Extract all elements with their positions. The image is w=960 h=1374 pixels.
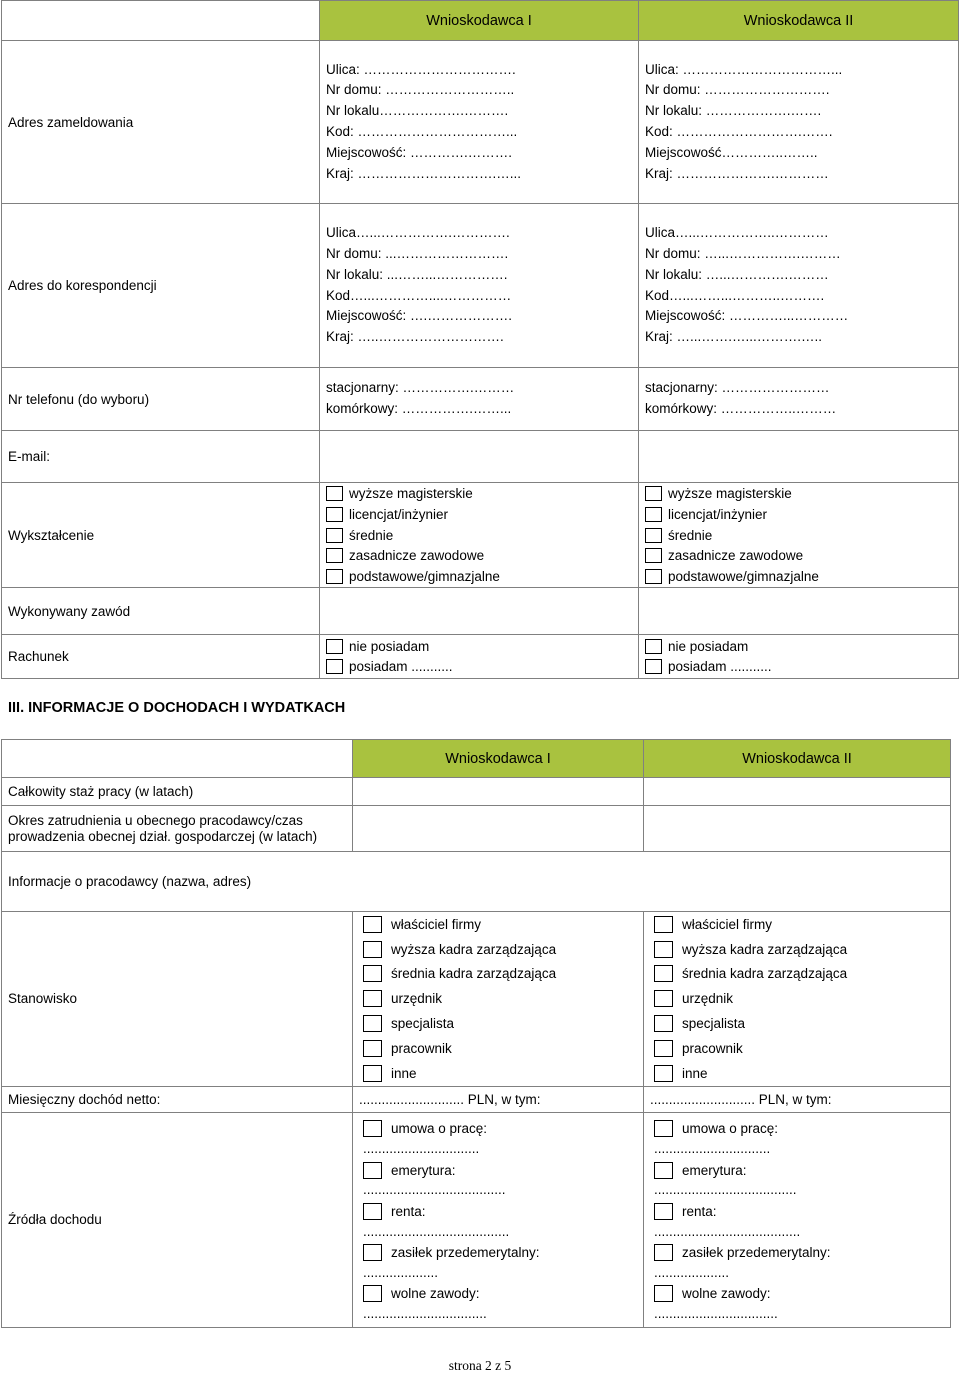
label-current-employment-period: Okres zatrudnienia u obecnego pracodawcy/czas prowadzenia obecnej dział. gospodarczej (w latach) bbox=[2, 806, 353, 852]
label-employer-info[interactable]: Informacje o pracodawcy (nazwa, adres) bbox=[2, 852, 951, 912]
header-applicant-2: Wnioskodawca II bbox=[644, 740, 951, 778]
option-label: zasiłek przedemerytalny: bbox=[682, 1245, 831, 1261]
label-correspondence-address: Adres do korespondencji bbox=[2, 204, 320, 368]
label-income-sources: Źródła dochodu bbox=[2, 1112, 353, 1327]
option-label: średnia kadra zarządzająca bbox=[391, 966, 557, 982]
checkbox[interactable] bbox=[645, 486, 662, 501]
income-sources-applicant-1 bbox=[353, 1112, 644, 1327]
option-label: nie posiadam bbox=[349, 638, 430, 654]
label-phone: Nr telefonu (do wyboru) bbox=[2, 368, 320, 431]
checkbox[interactable] bbox=[326, 639, 343, 654]
checkbox[interactable] bbox=[645, 659, 662, 674]
checkbox[interactable] bbox=[654, 1162, 673, 1179]
option-label: renta: bbox=[682, 1203, 717, 1219]
option-label: specjalista bbox=[682, 1016, 746, 1032]
position-applicant-2 bbox=[644, 912, 951, 1087]
city-line: Miejscowość…………..…….. bbox=[645, 144, 818, 160]
current-employment-period-applicant-2[interactable] bbox=[644, 806, 951, 852]
education-option[interactable] bbox=[326, 483, 632, 504]
option-label: wolne zawody: bbox=[391, 1286, 480, 1302]
label-education: Wykształcenie bbox=[2, 483, 320, 588]
mobile-line: komórkowy: …………….……... bbox=[326, 401, 512, 416]
checkbox[interactable] bbox=[654, 1244, 673, 1261]
option-label: właściciel firmy bbox=[391, 916, 482, 932]
postal-code-line: Kod…...……...………..………. bbox=[645, 287, 825, 303]
position-option[interactable] bbox=[654, 962, 944, 987]
option-label: pracownik bbox=[682, 1040, 743, 1056]
registered-address-applicant-1[interactable] bbox=[320, 41, 639, 204]
option-label: wyższe magisterskie bbox=[668, 486, 792, 502]
label-registered-address: Adres zameldowania bbox=[2, 41, 320, 204]
education-option[interactable] bbox=[326, 545, 632, 566]
header-blank-cell bbox=[2, 1, 320, 41]
checkbox[interactable] bbox=[363, 1162, 382, 1179]
education-option[interactable] bbox=[326, 566, 632, 587]
apartment-number-line: Nr lokalu: …...………….……… bbox=[645, 266, 829, 282]
checkbox[interactable] bbox=[326, 569, 343, 584]
option-label: emerytura: bbox=[682, 1162, 747, 1178]
house-number-line: Nr domu: ...……………………. bbox=[326, 245, 509, 261]
option-label: inne bbox=[391, 1065, 417, 1081]
option-label: pracownik bbox=[391, 1040, 452, 1056]
option-label: posiadam ........... bbox=[668, 659, 772, 675]
income-amount-line[interactable]: ................................. bbox=[654, 1306, 778, 1322]
checkbox[interactable] bbox=[363, 916, 382, 933]
house-number-line: Nr domu: …...…………….……… bbox=[645, 245, 841, 261]
label-position: Stanowisko bbox=[2, 912, 353, 1087]
option-label: zasadnicze zawodowe bbox=[349, 548, 485, 564]
email-applicant-1[interactable] bbox=[320, 431, 639, 483]
landline-line: stacjonarny: …………………… bbox=[645, 380, 830, 396]
education-option[interactable] bbox=[645, 545, 952, 566]
checkbox[interactable] bbox=[363, 990, 382, 1007]
education-option[interactable] bbox=[645, 566, 952, 587]
option-label: podstawowe/gimnazjalne bbox=[668, 568, 819, 584]
checkbox[interactable] bbox=[654, 990, 673, 1007]
net-monthly-income-applicant-2[interactable]: ............................ PLN, w tym: bbox=[644, 1086, 951, 1112]
mobile-line: komórkowy: ……………..……… bbox=[645, 401, 837, 416]
position-option[interactable] bbox=[654, 912, 944, 937]
income-source-option[interactable] bbox=[363, 1282, 637, 1307]
registered-address-applicant-2[interactable] bbox=[639, 41, 959, 204]
phone-applicant-1[interactable] bbox=[320, 368, 639, 431]
checkbox[interactable] bbox=[654, 1120, 673, 1137]
checkbox[interactable] bbox=[654, 1285, 673, 1302]
option-label: wyższa kadra zarządzająca bbox=[682, 941, 848, 957]
income-source-option[interactable] bbox=[654, 1116, 944, 1141]
checkbox[interactable] bbox=[326, 528, 343, 543]
page-number: strona 2 z 5 bbox=[448, 1358, 512, 1373]
option-label: wyższa kadra zarządzająca bbox=[391, 941, 557, 957]
checkbox[interactable] bbox=[363, 1285, 382, 1302]
email-applicant-2[interactable] bbox=[639, 431, 959, 483]
option-label: emerytura: bbox=[391, 1162, 456, 1178]
income-amount-line[interactable]: ...................................... bbox=[363, 1182, 506, 1198]
position-option[interactable] bbox=[363, 962, 637, 987]
position-option[interactable] bbox=[654, 1011, 944, 1036]
bank-account-applicant-2 bbox=[639, 635, 959, 679]
income-amount-line[interactable]: ...................................... bbox=[654, 1182, 797, 1198]
position-option[interactable] bbox=[363, 937, 637, 962]
account-option[interactable] bbox=[645, 657, 952, 678]
income-amount-line[interactable]: .................... bbox=[654, 1265, 730, 1281]
income-source-option[interactable] bbox=[363, 1116, 637, 1141]
education-option[interactable] bbox=[645, 504, 952, 525]
label-net-monthly-income: Miesięczny dochód netto: bbox=[2, 1086, 353, 1112]
income-amount-line[interactable]: ....................................... bbox=[654, 1223, 801, 1239]
option-label: nie posiadam bbox=[668, 638, 749, 654]
income-amount-line[interactable]: ............................... bbox=[654, 1141, 771, 1157]
option-label: urzędnik bbox=[682, 991, 734, 1007]
checkbox[interactable] bbox=[654, 1040, 673, 1057]
income-table bbox=[1, 739, 951, 1328]
header-blank-cell bbox=[2, 740, 353, 778]
checkbox[interactable] bbox=[645, 528, 662, 543]
correspondence-address-applicant-2[interactable] bbox=[639, 204, 959, 368]
education-option[interactable] bbox=[326, 504, 632, 525]
label-occupation: Wykonywany zawód bbox=[2, 588, 320, 635]
checkbox[interactable] bbox=[645, 569, 662, 584]
street-line: Ulica: ……………………………... bbox=[645, 61, 843, 77]
option-label: inne bbox=[682, 1065, 708, 1081]
city-line: Miejscowość: …………...………… bbox=[645, 308, 849, 324]
header-applicant-1: Wnioskodawca I bbox=[320, 1, 639, 41]
option-label: umowa o pracę: bbox=[391, 1121, 488, 1137]
account-option[interactable] bbox=[326, 636, 632, 657]
position-option[interactable] bbox=[654, 937, 944, 962]
checkbox[interactable] bbox=[654, 1015, 673, 1032]
correspondence-address-applicant-1[interactable] bbox=[320, 204, 639, 368]
total-work-experience-applicant-2[interactable] bbox=[644, 778, 951, 806]
checkbox[interactable] bbox=[654, 916, 673, 933]
checkbox[interactable] bbox=[654, 1203, 673, 1220]
landline-line: stacjonarny: …………….……… bbox=[326, 380, 515, 396]
label-total-work-experience: Całkowity staż pracy (w latach) bbox=[2, 778, 353, 806]
checkbox[interactable] bbox=[654, 941, 673, 958]
apartment-number-line: Nr lokalu……………….………. bbox=[326, 103, 509, 119]
postal-code-line: Kod…...…………....…………… bbox=[326, 287, 512, 303]
checkbox[interactable] bbox=[326, 548, 343, 563]
option-label: licencjat/inżynier bbox=[668, 506, 768, 522]
checkbox[interactable] bbox=[363, 1120, 382, 1137]
option-label: zasadnicze zawodowe bbox=[668, 548, 804, 564]
income-amount-line[interactable]: ............................... bbox=[363, 1141, 480, 1157]
option-label: zasiłek przedemerytalny: bbox=[391, 1245, 540, 1261]
checkbox[interactable] bbox=[363, 1244, 382, 1261]
checkbox[interactable] bbox=[654, 1065, 673, 1082]
position-option[interactable] bbox=[654, 1036, 944, 1061]
header-applicant-2: Wnioskodawca II bbox=[639, 1, 959, 41]
option-label: właściciel firmy bbox=[682, 916, 773, 932]
income-source-option[interactable] bbox=[654, 1158, 944, 1183]
street-line: Ulica…...……………..………… bbox=[645, 225, 829, 241]
option-label: posiadam ........... bbox=[349, 659, 453, 675]
income-source-option[interactable] bbox=[363, 1240, 637, 1265]
checkbox[interactable] bbox=[363, 1203, 382, 1220]
total-work-experience-applicant-1[interactable] bbox=[353, 778, 644, 806]
education-option[interactable] bbox=[645, 483, 952, 504]
education-option[interactable] bbox=[645, 525, 952, 546]
checkbox[interactable] bbox=[363, 1015, 382, 1032]
country-line: Kraj: ………………………….…... bbox=[326, 165, 522, 181]
street-line: Ulica…...…………….…………. bbox=[326, 225, 510, 241]
account-option[interactable] bbox=[645, 636, 952, 657]
income-source-option[interactable] bbox=[654, 1199, 944, 1224]
postal-code-line: Kod: ……………………….……. bbox=[645, 124, 833, 139]
apartment-number-line: Nr lokalu: ……………….……. bbox=[645, 103, 822, 119]
country-line: Kraj: ………………….………… bbox=[645, 165, 829, 181]
position-applicant-1 bbox=[353, 912, 644, 1087]
checkbox[interactable] bbox=[363, 941, 382, 958]
option-label: urzędnik bbox=[391, 991, 443, 1007]
education-applicant-2 bbox=[639, 483, 959, 588]
income-amount-line[interactable]: .................... bbox=[363, 1265, 439, 1281]
position-option[interactable] bbox=[363, 1036, 637, 1061]
position-option[interactable] bbox=[363, 912, 637, 937]
position-option[interactable] bbox=[363, 1061, 637, 1086]
option-label: średnie bbox=[668, 527, 713, 543]
option-label: średnia kadra zarządzająca bbox=[682, 966, 848, 982]
income-amount-line[interactable]: ....................................... bbox=[363, 1223, 510, 1239]
income-source-option[interactable] bbox=[363, 1158, 637, 1183]
checkbox[interactable] bbox=[326, 507, 343, 522]
position-option[interactable] bbox=[654, 986, 944, 1011]
option-label: renta: bbox=[391, 1203, 426, 1219]
position-option[interactable] bbox=[363, 986, 637, 1011]
street-line: Ulica: ……………………………. bbox=[326, 61, 516, 77]
applicant-details-table bbox=[1, 0, 959, 679]
checkbox[interactable] bbox=[326, 486, 343, 501]
option-label: wolne zawody: bbox=[682, 1286, 771, 1302]
house-number-line: Nr domu: ……………………….. bbox=[326, 82, 515, 98]
net-monthly-income-applicant-1[interactable]: ............................ PLN, w tym: bbox=[353, 1086, 644, 1112]
income-sources-applicant-2 bbox=[644, 1112, 951, 1327]
phone-applicant-2[interactable] bbox=[639, 368, 959, 431]
education-applicant-1 bbox=[320, 483, 639, 588]
option-label: podstawowe/gimnazjalne bbox=[349, 568, 500, 584]
house-number-line: Nr domu: ………………………. bbox=[645, 82, 830, 98]
checkbox[interactable] bbox=[645, 639, 662, 654]
checkbox[interactable] bbox=[645, 507, 662, 522]
bank-account-applicant-1 bbox=[320, 635, 639, 679]
city-line: Miejscowość: ………….………. bbox=[326, 144, 513, 160]
income-source-option[interactable] bbox=[363, 1199, 637, 1224]
label-email: E-mail: bbox=[2, 431, 320, 483]
occupation-applicant-2[interactable] bbox=[639, 588, 959, 635]
account-option[interactable] bbox=[326, 657, 632, 678]
option-label: licencjat/inżynier bbox=[349, 506, 449, 522]
postal-code-line: Kod: ……………………………... bbox=[326, 124, 518, 139]
section-title: III. INFORMACJE O DOCHODACH I WYDATKACH bbox=[8, 700, 346, 716]
header-applicant-1: Wnioskodawca I bbox=[353, 740, 644, 778]
option-label: specjalista bbox=[391, 1016, 455, 1032]
income-amount-line[interactable]: ................................. bbox=[363, 1306, 487, 1322]
country-line: Kraj: …..………………………. bbox=[326, 329, 504, 345]
position-option[interactable] bbox=[654, 1061, 944, 1086]
education-option[interactable] bbox=[326, 525, 632, 546]
checkbox[interactable] bbox=[363, 1065, 382, 1082]
checkbox[interactable] bbox=[363, 965, 382, 982]
income-source-option[interactable] bbox=[654, 1282, 944, 1307]
occupation-applicant-1[interactable] bbox=[320, 588, 639, 635]
checkbox[interactable] bbox=[654, 965, 673, 982]
position-option[interactable] bbox=[363, 1011, 637, 1036]
apartment-number-line: Nr lokalu: ...……...……………. bbox=[326, 266, 508, 282]
checkbox[interactable] bbox=[645, 548, 662, 563]
country-line: Kraj: …...…….…...……….….. bbox=[645, 329, 823, 345]
option-label: średnie bbox=[349, 527, 394, 543]
option-label: umowa o pracę: bbox=[682, 1121, 779, 1137]
option-label: wyższe magisterskie bbox=[349, 486, 473, 502]
checkbox[interactable] bbox=[363, 1040, 382, 1057]
label-bank-account: Rachunek bbox=[2, 635, 320, 679]
income-source-option[interactable] bbox=[654, 1240, 944, 1265]
city-line: Miejscowość: ….………………. bbox=[326, 308, 513, 324]
checkbox[interactable] bbox=[326, 659, 343, 674]
current-employment-period-applicant-1[interactable] bbox=[353, 806, 644, 852]
